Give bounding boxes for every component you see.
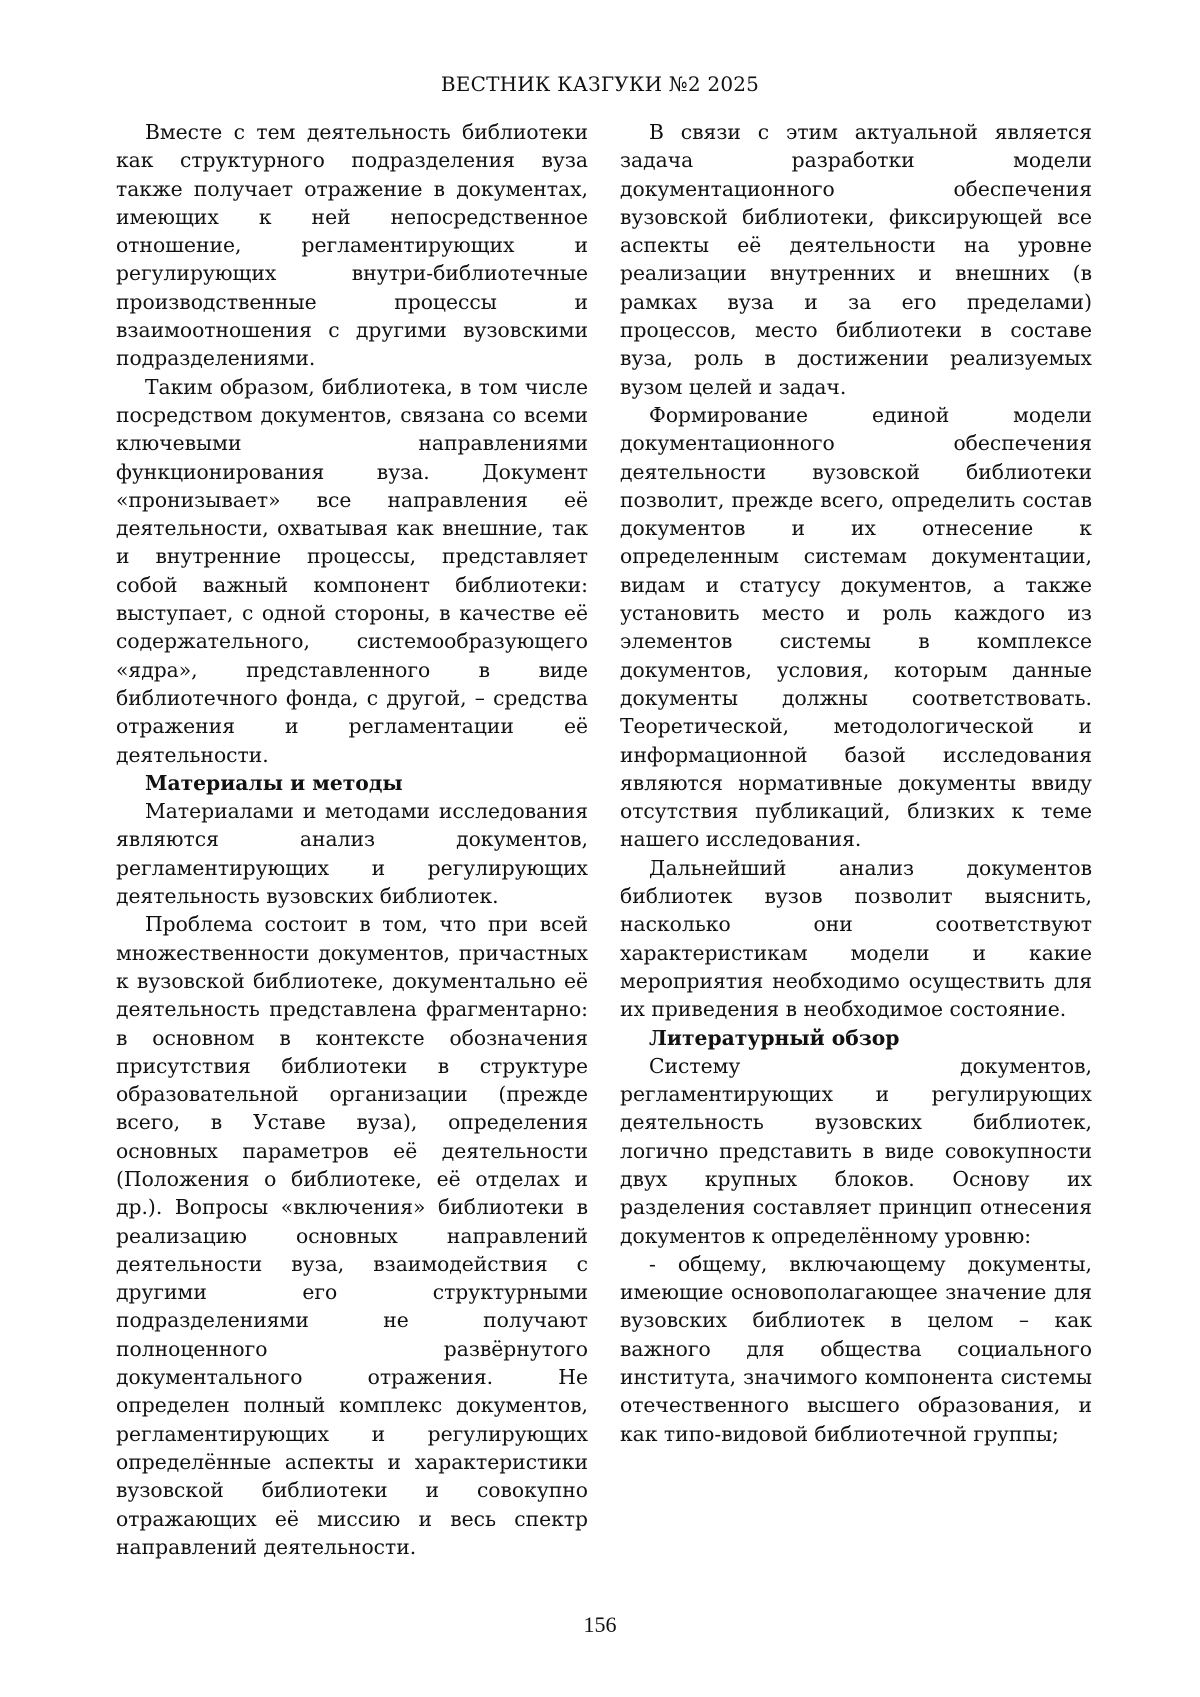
page-number: 156	[583, 1612, 617, 1637]
section-heading-methods: Материалы и методы	[145, 770, 403, 795]
paragraph: В связи с этим актуальной является задача разработки модели документационного обеспечения вузовской библиотеки, фиксирующей все аспекты её деятельности на уровне реализации внутренних и внешних (в рамках вуза и за его пределами) процессов, место библиотеки в составе вуза, роль в достижении реализуемых вузом целей и задач.	[620, 120, 1092, 399]
paragraph: Формирование единой модели документационного обеспечения деятельности вузовской библиотеки позволит, прежде всего, определить состав документов и их отнесение к определенным системам документации, видам и статусу документов, а также установить место и роль каждого из элементов системы в комплексе документов, условия, которым данные документы должны соответствовать. Теоретической, методологической и информационной базой исследования являются нормативные документы ввиду отсутствия публикаций, близких к теме нашего исследования.	[620, 402, 1092, 852]
left-column	[116, 118, 588, 1561]
paragraph: Вместе с тем деятельность библиотеки как структурного подразделения вуза также получает отражение в документах, имеющих к ней непосредственное отношение, регламентирующих и регулирующих внутри-библиотечные производственные процессы и взаимоотношения с другими вузовскими подразделениями.	[116, 120, 588, 371]
paragraph: Таким образом, библиотека, в том числе посредством документов, связана со всеми ключевыми направлениями функционирования вуза. Документ «пронизывает» все направления её деятельности, охватывая как внешние, так и внутренние процессы, представляет собой важный компонент библиотеки: выступает, с одной стороны, в качестве её содержательного, системообразующего «ядра», представленного в виде библиотечного фонда, с другой, – средства отражения и регламентации её деятельности.	[116, 374, 588, 767]
running-title: ВЕСТНИК КАЗГУКИ №2 2025	[440, 72, 760, 96]
section-heading-literature-review: Литературный обзор	[649, 1025, 900, 1050]
paragraph: Материалами и методами исследования являются анализ документов, регламентирующих и регулирующих деятельность вузовских библиотек.	[116, 799, 588, 909]
right-column	[620, 118, 1092, 1448]
list-item: - общему, включающему документы, имеющие основополагающее значение для вузовских библиотек в целом – как важного для общества социального института, значимого компонента системы отечественного высшего образования, и как типо-видовой библиотечной группы;	[620, 1251, 1092, 1446]
paragraph: Дальнейший анализ документов библиотек вузов позволит выяснить, насколько они соответствуют характеристикам модели и какие мероприятия необходимо осуществить для их приведения в необходимое состояние.	[620, 855, 1092, 1022]
paragraph: Проблема состоит в том, что при всей множественности документов, причастных к вузовской библиотеке, документально её деятельность представлена фрагментарно: в основном в контексте обозначения присутствия библиотеки в структуре образовательной организации (прежде всего, в Уставе вуза), определения основных параметров её деятельности (Положения о библиотеке, её отделах и др.). Вопросы «включения» библиотеки в реализацию основных направлений деятельности вуза, взаимодействия с другими его структурными подразделениями не получают полноценного развёрнутого документального отражения. Не определен полный комплекс документов, регламентирующих и регулирующих определённые аспекты и характеристики вузовской библиотеки и совокупно отражающих её миссию и весь спектр направлений деятельности.	[116, 912, 588, 1559]
paragraph: Систему документов, регламентирующих и регулирующих деятельность вузовских библиотек, логично представить в виде совокупности двух крупных блоков. Основу их разделения составляет принцип отнесения документов к определённому уровню:	[620, 1053, 1092, 1248]
